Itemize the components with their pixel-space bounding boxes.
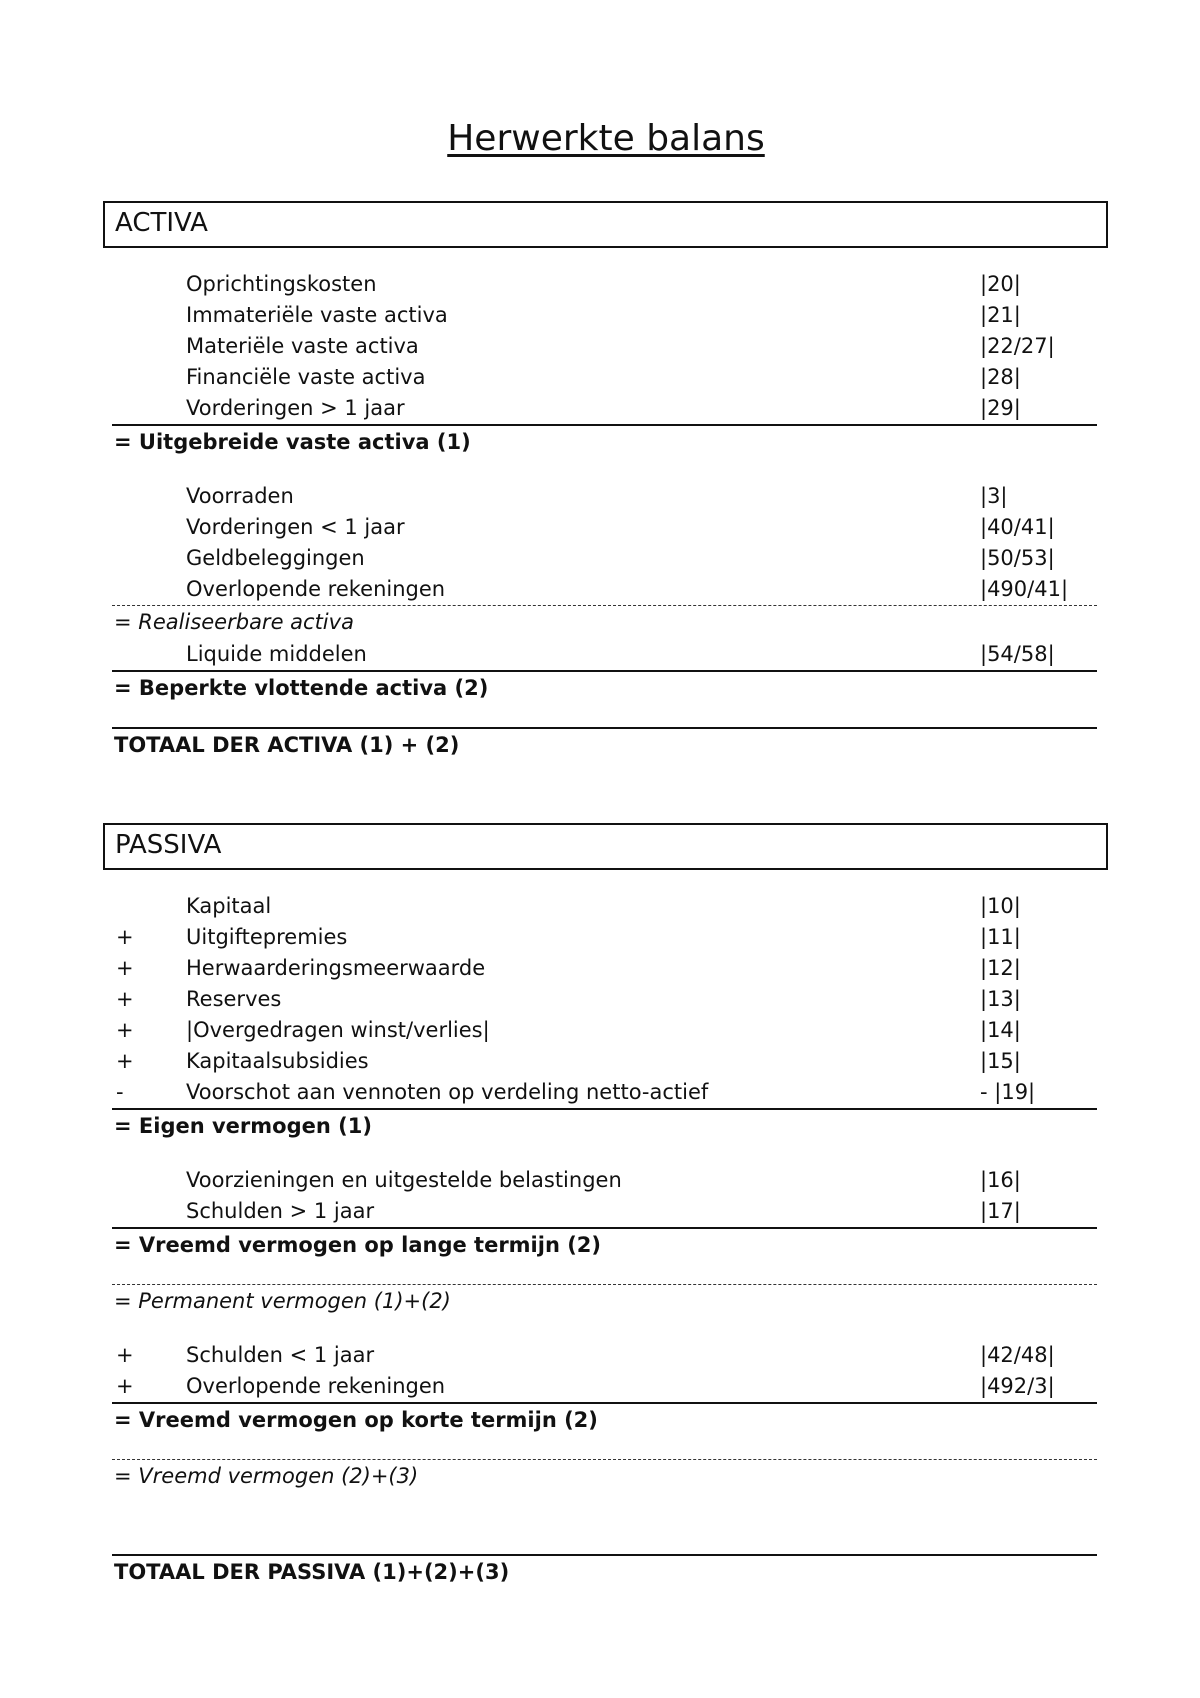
passiva-item-sign: + — [116, 987, 134, 1011]
passiva-item-label: Herwaarderingsmeerwaarde — [186, 956, 486, 980]
passiva-item-code: |17| — [980, 1199, 1021, 1223]
passiva-item-code: |15| — [980, 1049, 1021, 1073]
passiva-item-code: |13| — [980, 987, 1021, 1011]
passiva-header-box — [103, 823, 1108, 870]
realiseerbare-activa: = Realiseerbare activa — [114, 610, 354, 634]
activa-item-label: Overlopende rekeningen — [186, 577, 446, 601]
activa-item-label: Immateriële vaste activa — [186, 303, 448, 327]
activa-item-code: |28| — [980, 365, 1021, 389]
passiva-item-sign: + — [116, 1049, 134, 1073]
passiva-item-label: Reserves — [186, 987, 282, 1011]
permanent-vermogen: = Permanent vermogen (1)+(2) — [114, 1289, 451, 1313]
activa-item-code: |29| — [980, 396, 1021, 420]
subtotal-vreemd-vermogen-korte-termijn: = Vreemd vermogen op korte termijn (2) — [114, 1408, 598, 1432]
subtotal-eigen-vermogen: = Eigen vermogen (1) — [114, 1114, 372, 1138]
vreemd-vermogen: = Vreemd vermogen (2)+(3) — [114, 1464, 419, 1488]
activa-heading: ACTIVA — [115, 208, 208, 238]
activa-item-label: Liquide middelen — [186, 642, 367, 666]
activa-item-code: |3| — [980, 484, 1008, 508]
activa-header-box — [103, 201, 1108, 248]
passiva-item-code: - |19| — [980, 1080, 1036, 1104]
activa-item-code: |54/58| — [980, 642, 1055, 666]
activa-item-label: Financiële vaste activa — [186, 365, 426, 389]
subtotal-rule — [112, 1402, 1097, 1404]
activa-item-code: |490/41| — [980, 577, 1069, 601]
activa-item-label: Geldbeleggingen — [186, 546, 365, 570]
subtotal-rule — [112, 424, 1097, 426]
total-rule — [112, 727, 1097, 729]
passiva-item-sign: - — [116, 1080, 124, 1104]
total-rule — [112, 1554, 1097, 1556]
passiva-item-label: Schulden < 1 jaar — [186, 1343, 375, 1367]
subtotal-rule — [112, 1108, 1097, 1110]
activa-item-label: Oprichtingskosten — [186, 272, 377, 296]
subtotal-rule — [112, 1227, 1097, 1229]
dashed-rule — [112, 1284, 1097, 1285]
dashed-rule — [112, 1459, 1097, 1460]
subtotal-vreemd-vermogen-lange-termijn: = Vreemd vermogen op lange termijn (2) — [114, 1233, 602, 1257]
passiva-item-label: Kapitaalsubsidies — [186, 1049, 369, 1073]
passiva-item-label: Voorschot aan vennoten op verdeling netto-actief — [186, 1080, 709, 1104]
activa-item-label: Voorraden — [186, 484, 294, 508]
activa-item-code: |22/27| — [980, 334, 1055, 358]
passiva-item-label: Voorzieningen en uitgestelde belastingen — [186, 1168, 622, 1192]
passiva-item-sign: + — [116, 1343, 134, 1367]
activa-item-code: |50/53| — [980, 546, 1055, 570]
passiva-heading: PASSIVA — [115, 830, 222, 860]
passiva-item-label: Kapitaal — [186, 894, 272, 918]
passiva-item-sign: + — [116, 1374, 134, 1398]
passiva-item-sign: + — [116, 925, 134, 949]
subtotal-rule — [112, 670, 1097, 672]
activa-item-code: |21| — [980, 303, 1021, 327]
passiva-item-sign: + — [116, 956, 134, 980]
subtotal-uitgebreide-vaste-activa: = Uitgebreide vaste activa (1) — [114, 430, 471, 454]
passiva-item-sign: + — [116, 1018, 134, 1042]
passiva-item-code: |12| — [980, 956, 1021, 980]
passiva-item-code: |16| — [980, 1168, 1021, 1192]
activa-item-label: Materiële vaste activa — [186, 334, 419, 358]
passiva-item-code: |42/48| — [980, 1343, 1055, 1367]
totaal-passiva: TOTAAL DER PASSIVA (1)+(2)+(3) — [114, 1560, 510, 1584]
passiva-item-label: Overlopende rekeningen — [186, 1374, 446, 1398]
dashed-rule — [112, 605, 1097, 606]
totaal-activa: TOTAAL DER ACTIVA (1) + (2) — [114, 733, 460, 757]
passiva-item-code: |10| — [980, 894, 1021, 918]
passiva-item-code: |14| — [980, 1018, 1021, 1042]
passiva-item-label: Uitgiftepremies — [186, 925, 348, 949]
passiva-item-code: |492/3| — [980, 1374, 1055, 1398]
page-title: Herwerkte balans — [447, 118, 765, 159]
passiva-item-code: |11| — [980, 925, 1021, 949]
subtotal-beperkte-vlottende-activa: = Beperkte vlottende activa (2) — [114, 676, 489, 700]
activa-item-code: |40/41| — [980, 515, 1055, 539]
passiva-item-label: |Overgedragen winst/verlies| — [186, 1018, 490, 1042]
passiva-item-label: Schulden > 1 jaar — [186, 1199, 375, 1223]
activa-item-label: Vorderingen > 1 jaar — [186, 396, 405, 420]
activa-item-code: |20| — [980, 272, 1021, 296]
activa-item-label: Vorderingen < 1 jaar — [186, 515, 405, 539]
